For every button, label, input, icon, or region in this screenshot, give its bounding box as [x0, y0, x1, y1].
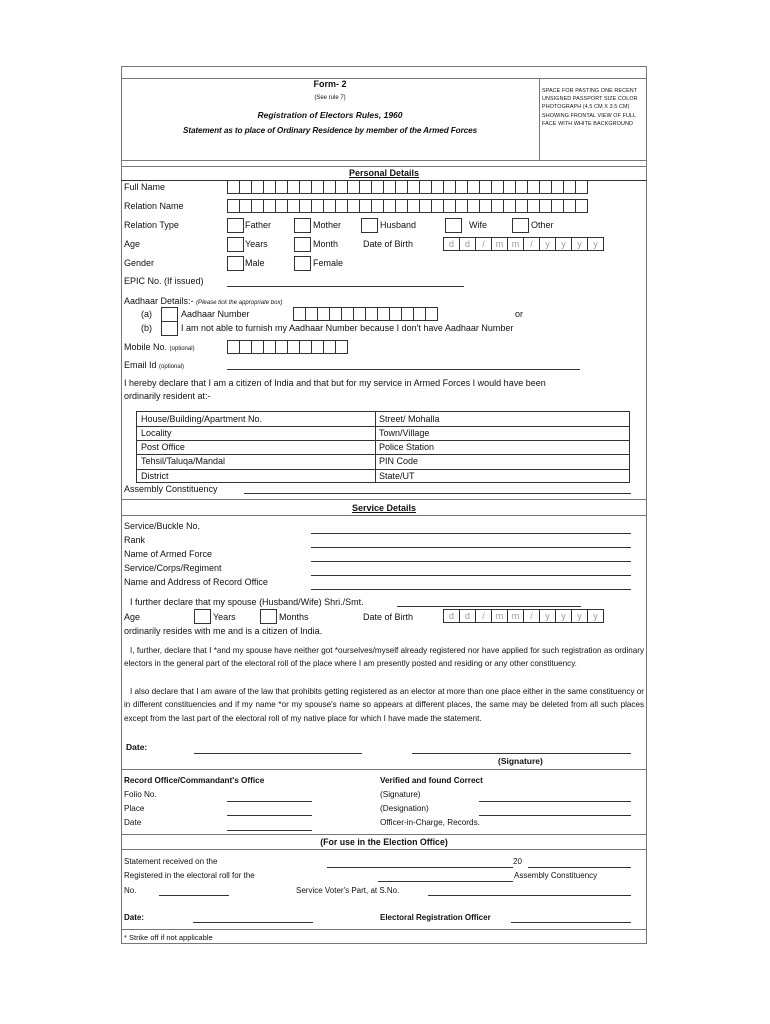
buckle-label: Service/Buckle No. — [124, 521, 201, 531]
date-cell[interactable]: y — [555, 237, 572, 251]
relation-name-label: Relation Name — [124, 201, 184, 211]
record-date-label: Date — [124, 818, 142, 827]
date-cell[interactable]: y — [587, 237, 604, 251]
age-month-input[interactable] — [294, 237, 311, 252]
photo-space-note: SPACE FOR PASTING ONE RECENT UNSIGNED PASSPORT SIZE COLOR PHOTOGRAPH (4.5 CM X 3.5 CM) SHOWING FRONTAL VIEW OF FULL FACE WITH WHITE BACKGROUND — [542, 88, 638, 127]
date-cell[interactable]: d — [459, 237, 476, 251]
other-checkbox[interactable] — [512, 218, 529, 233]
force-label: Name of Armed Force — [124, 549, 213, 559]
age-years-input[interactable] — [227, 237, 244, 252]
declaration-paragraph-1: I, further, declare that I *and my spouse have neither got *ourselves/myself already registered nor have applied for such registration as ordinary electors in the general part of the electoral roll of the place where I am presently posted and residing or any other constituency. — [124, 646, 644, 669]
footnote: * Strike off if not applicable — [124, 933, 213, 942]
husband-label: Husband — [380, 220, 417, 230]
no-aadhaar-checkbox[interactable] — [161, 321, 178, 336]
corps-label: Service/Corps/Regiment — [124, 563, 222, 573]
mobile-optional: (optional) — [169, 346, 195, 352]
relation-name-input[interactable] — [227, 199, 587, 213]
registered-label: Registered in the electoral roll for the — [124, 871, 255, 880]
place-input[interactable] — [227, 815, 312, 816]
town-label: Town/Village — [379, 428, 430, 438]
ero-input[interactable] — [511, 922, 631, 923]
dob-label: Date of Birth — [363, 239, 414, 249]
received-label: Statement received on the — [124, 857, 218, 866]
option-b-label: (b) — [141, 323, 152, 333]
aadhaar-number-checkbox[interactable] — [161, 307, 178, 322]
designation-label: (Designation) — [380, 804, 429, 813]
year-input[interactable] — [528, 867, 631, 868]
record-date-input[interactable] — [227, 830, 312, 831]
female-checkbox[interactable] — [294, 256, 311, 271]
ero-label: Electoral Registration Officer — [380, 913, 491, 922]
designation-input[interactable] — [479, 815, 631, 816]
char-cell[interactable] — [335, 340, 348, 354]
locality-label: Locality — [141, 428, 172, 438]
rules-title: Registration of Electors Rules, 1960 — [257, 110, 403, 120]
date-cell[interactable]: y — [555, 609, 572, 623]
buckle-input[interactable] — [311, 533, 631, 534]
date-cell[interactable]: m — [491, 237, 508, 251]
char-cell[interactable] — [575, 199, 588, 213]
verified-label: Verified and found Correct — [380, 776, 483, 785]
date-cell[interactable]: m — [491, 609, 508, 623]
spouse-age-label: Age — [124, 612, 141, 622]
street-label: Street/ Mohalla — [379, 414, 440, 424]
email-input[interactable] — [227, 369, 580, 370]
date-cell[interactable]: / — [475, 609, 492, 623]
rank-input[interactable] — [311, 547, 631, 548]
header-rule-2 — [121, 166, 647, 167]
epic-label: EPIC No. (If issued) — [124, 276, 204, 286]
state-label: State/UT — [379, 471, 415, 481]
assembly-input[interactable] — [244, 493, 631, 494]
male-label: Male — [245, 258, 265, 268]
dob-input[interactable] — [443, 237, 603, 251]
aadhaar-note: (Please tick the appropriate box) — [196, 300, 283, 306]
email-optional: (optional) — [159, 364, 185, 370]
spouse-years-label: Years — [213, 612, 236, 622]
resides-label: ordinarily resides with me and is a citizen of India. — [124, 626, 323, 636]
husband-checkbox[interactable] — [361, 218, 378, 233]
epic-input[interactable] — [227, 286, 464, 287]
date-cell[interactable]: / — [523, 609, 540, 623]
spouse-name-input[interactable] — [397, 606, 581, 607]
svp-input[interactable] — [428, 895, 631, 896]
father-label: Father — [245, 220, 272, 230]
service-date-input[interactable] — [194, 753, 362, 754]
mother-checkbox[interactable] — [294, 218, 311, 233]
gender-label: Gender — [124, 258, 155, 268]
declaration-line-2: ordinarily resident at:- — [124, 391, 211, 401]
month-label: Month — [313, 239, 339, 249]
female-label: Female — [313, 258, 344, 268]
election-rule-2 — [121, 849, 647, 850]
male-checkbox[interactable] — [227, 256, 244, 271]
aadhaar-label: Aadhaar Details:- (Please tick the appropriate box) — [124, 296, 283, 306]
mobile-label: Mobile No. (optional) — [124, 342, 195, 352]
father-checkbox[interactable] — [227, 218, 244, 233]
spouse-months-input[interactable] — [260, 609, 277, 624]
char-cell[interactable] — [575, 180, 588, 194]
rule-reference: (See rule 7) — [314, 95, 346, 101]
received-input[interactable] — [327, 867, 513, 868]
no-aadhaar-label: I am not able to furnish my Aadhaar Number because I don't have Aadhaar Number — [181, 323, 514, 333]
statement-title: Statement as to place of Ordinary Residence by member of the Armed Forces — [182, 126, 478, 135]
tehsil-label: Tehsil/Taluqa/Mandal — [141, 456, 226, 466]
service-rule — [121, 499, 647, 500]
date-cell[interactable]: y — [587, 609, 604, 623]
no-input[interactable] — [159, 895, 229, 896]
force-input[interactable] — [311, 561, 631, 562]
relation-type-label: Relation Type — [124, 220, 179, 230]
record-rule — [121, 769, 647, 770]
record-office-label: Name and Address of Record Office — [124, 577, 268, 587]
signature-label: (Signature) — [498, 756, 543, 766]
corps-input[interactable] — [311, 575, 631, 576]
election-date-input[interactable] — [193, 922, 313, 923]
spouse-months-label: Months — [279, 612, 309, 622]
date-cell[interactable]: d — [443, 609, 460, 623]
wife-checkbox[interactable] — [445, 218, 462, 233]
signature-input[interactable] — [412, 753, 631, 754]
record-signature-label: (Signature) — [380, 790, 421, 799]
post-office-label: Post Office — [141, 442, 185, 452]
election-office-heading: (For use in the Election Office) — [320, 837, 448, 847]
date-cell[interactable]: m — [507, 237, 524, 251]
date-cell[interactable]: / — [523, 237, 540, 251]
registered-input[interactable] — [378, 881, 513, 882]
district-label: District — [141, 471, 169, 481]
date-cell[interactable]: y — [571, 237, 588, 251]
spouse-years-input[interactable] — [194, 609, 211, 624]
no-label: No. — [124, 886, 137, 895]
email-label: Email Id (optional) — [124, 360, 185, 370]
spouse-dob-input[interactable] — [443, 609, 603, 623]
officer-label: Officer-in-Charge, Records. — [380, 818, 480, 827]
mobile-input[interactable] — [227, 340, 347, 354]
assembly-constituency-label: Assembly Constituency — [514, 871, 598, 880]
assembly-label: Assembly Constituency — [124, 484, 218, 494]
personal-details-heading: Personal Details — [348, 168, 420, 178]
spouse-label: I further declare that my spouse (Husband/Wife) Shri./Smt. — [130, 597, 364, 607]
form-title: Form- 2 — [313, 79, 347, 89]
age-label: Age — [124, 239, 141, 249]
rank-label: Rank — [124, 535, 146, 545]
police-station-label: Police Station — [379, 442, 435, 452]
folio-label: Folio No. — [124, 790, 157, 799]
service-date-label: Date: — [126, 742, 148, 752]
char-cell[interactable] — [425, 307, 438, 321]
full-name-label: Full Name — [124, 182, 166, 192]
mother-label: Mother — [313, 220, 342, 230]
option-a-label: (a) — [141, 309, 152, 319]
year-prefix: 20 — [513, 857, 522, 866]
service-details-heading: Service Details — [351, 503, 417, 513]
aadhaar-number-input[interactable] — [293, 307, 437, 321]
aadhaar-number-label: Aadhaar Number — [181, 309, 250, 319]
date-cell[interactable]: y — [539, 237, 556, 251]
service-rule-2 — [121, 515, 647, 516]
header-rule — [121, 160, 647, 161]
photo-divider — [539, 78, 540, 160]
pin-code-label: PIN Code — [379, 456, 419, 466]
place-label: Place — [124, 804, 145, 813]
years-label: Years — [245, 239, 268, 249]
election-rule — [121, 834, 647, 835]
date-cell[interactable]: / — [475, 237, 492, 251]
date-cell[interactable]: d — [459, 609, 476, 623]
election-date-label: Date: — [124, 913, 145, 922]
spouse-dob-label: Date of Birth — [363, 612, 414, 622]
date-cell[interactable]: d — [443, 237, 460, 251]
other-label: Other — [531, 220, 554, 230]
or-label: or — [515, 309, 524, 319]
date-cell[interactable]: y — [571, 609, 588, 623]
record-office-input[interactable] — [311, 589, 631, 590]
wife-label: Wife — [469, 220, 487, 230]
declaration-paragraph-2: I also declare that I am aware of the law that prohibits getting registered as an elector at more than one place either in the same constituency or in different constituencies and if my name *or my spouse's name so appears at different places, the same may be deleted from all such places except from the last part of the electoral roll of my native place for which I have made the statement. — [124, 687, 644, 723]
full-name-input[interactable] — [227, 180, 587, 194]
date-cell[interactable]: y — [539, 609, 556, 623]
folio-input[interactable] — [227, 801, 312, 802]
footnote-rule — [121, 929, 647, 930]
declaration-line-1: I hereby declare that I am a citizen of India and that but for my service in Armed Forces I would have been — [124, 378, 546, 388]
record-signature-input[interactable] — [479, 801, 631, 802]
house-label: House/Building/Apartment No. — [141, 414, 263, 424]
date-cell[interactable]: m — [507, 609, 524, 623]
address-table — [136, 411, 630, 483]
record-office-heading: Record Office/Commandant's Office — [124, 776, 265, 785]
svp-label: Service Voter's Part, at S.No. — [296, 886, 400, 895]
